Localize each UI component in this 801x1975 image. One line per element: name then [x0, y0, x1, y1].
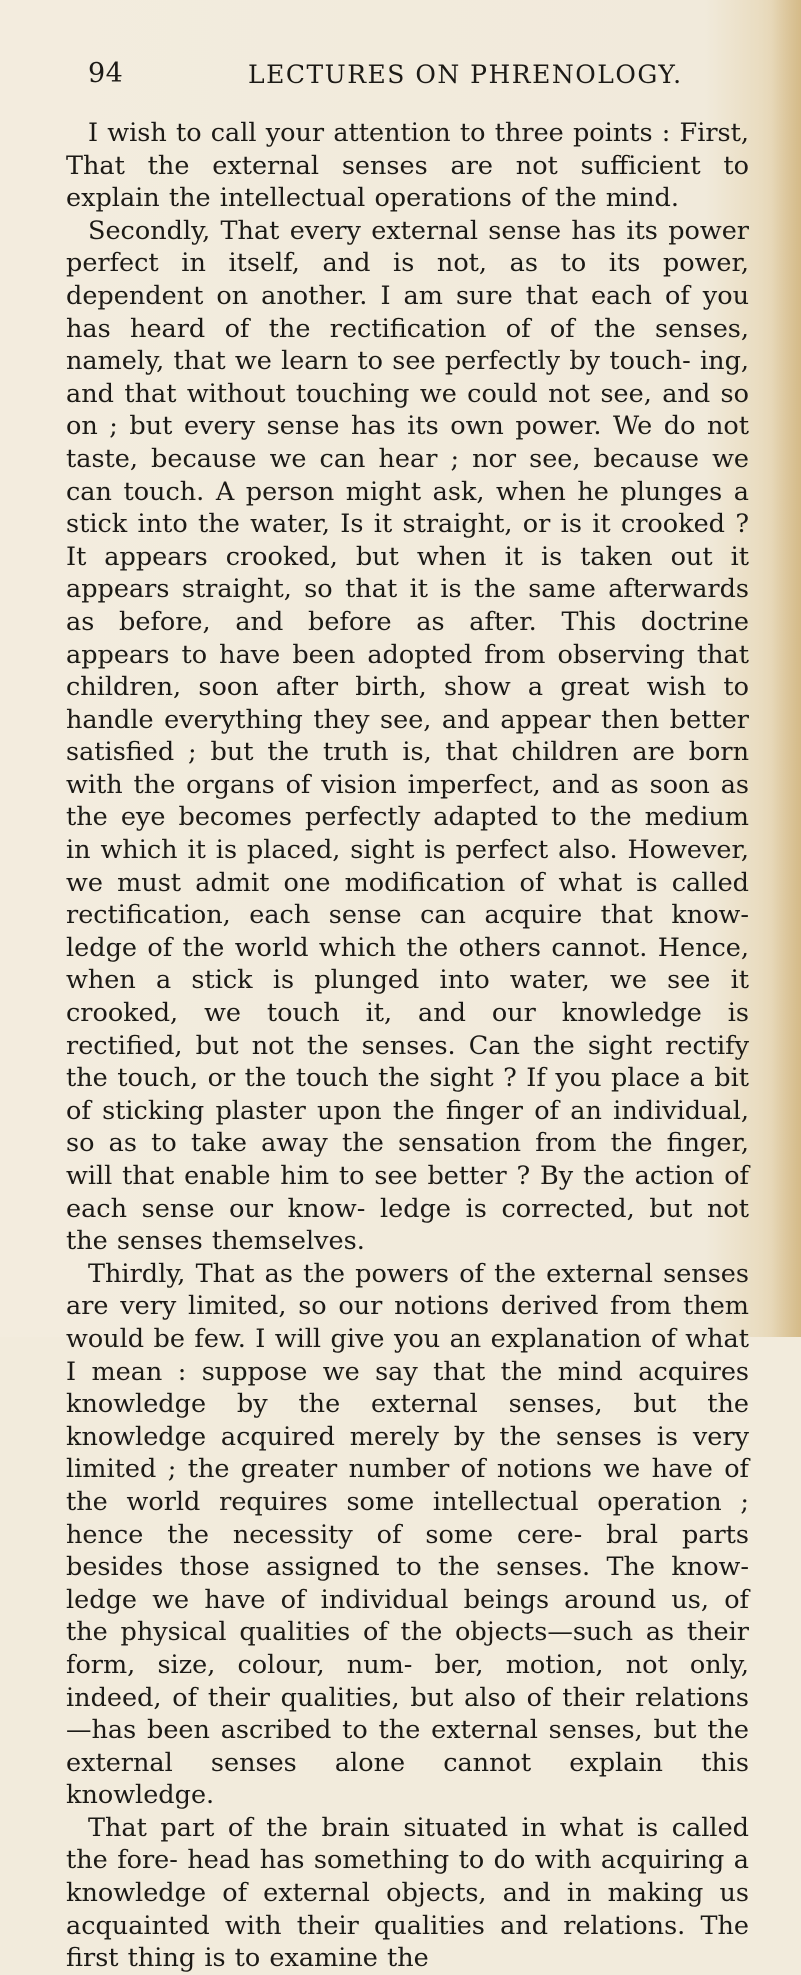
paragraph-forehead: That part of the brain situated in what is called the fore- head has something to do with acquiring a knowledge of external objects, and in making us acquainted with their qualities and relations. The first thing is to examine the — [66, 1812, 749, 1974]
body-text — [66, 117, 749, 1975]
page-number: 94 — [88, 58, 124, 89]
paragraph-secondly: Secondly, That every external sense has its power perfect in itself, and is not, as to its power, dependent on another. I am sure that each of you has heard of the rectification of of the senses, namely, that we learn to see perfectly by touch- ing, and that without touching we could not see, and so on ; but every sense has its own power. We do not taste, because we can hear ; nor see, because we can touch. A person might ask, when he plunges a stick into the water, Is it straight, or is it crooked ? It appears crooked, but when it is taken out it appears straight, so that it is the same afterwards as before, and before as after. This doctrine appears to have been adopted from observing that children, soon after birth, show a great wish to handle everything they see, and appear then better satisfied ; but the truth is, that children are born with the organs of vision imperfect, and as soon as the eye becomes perfectly adapted to the medium in which it is placed, sight is perfect also. However, we must admit one modification of what is called rectification, each sense can acquire that know- ledge of the world which the others cannot. Hence, when a stick is plunged into water, we see it crooked, we touch it, and our knowledge is rectified, but not the senses. Can the sight rectify the touch, or the touch the sight ? If you place a bit of sticking plaster upon the finger of an individual, so as to take away the sensation from the finger, will that enable him to see better ? By the action of each sense our know- ledge is corrected, but not the senses themselves. — [66, 215, 749, 1257]
running-title: LECTURES ON PHRENOLOGY. — [248, 60, 683, 89]
page-header — [88, 58, 748, 98]
paragraph-thirdly: Thirdly, That as the powers of the external senses are very limited, so our notions derived from them would be few. I will give you an explanation of what I mean : suppose we say that the mind acquires knowledge by the external senses, but the knowledge acquired merely by the senses is very limited ; the greater number of notions we have of the world requires some intellectual operation ; hence the necessity of some cere- bral parts besides those assigned to the senses. The know- ledge we have of individual beings around us, of the physical qualities of the objects—such as their form, size, colour, num- ber, motion, not only, indeed, of their qualities, but also of their relations—has been ascribed to the external senses, but the external senses alone cannot explain this knowledge. — [66, 1258, 749, 1811]
page-edge-shadow — [771, 0, 801, 1337]
paragraph-first-points: I wish to call your attention to three points : First, That the external senses are not sufficient to explain the intellectual operations of the mind. — [66, 118, 749, 214]
